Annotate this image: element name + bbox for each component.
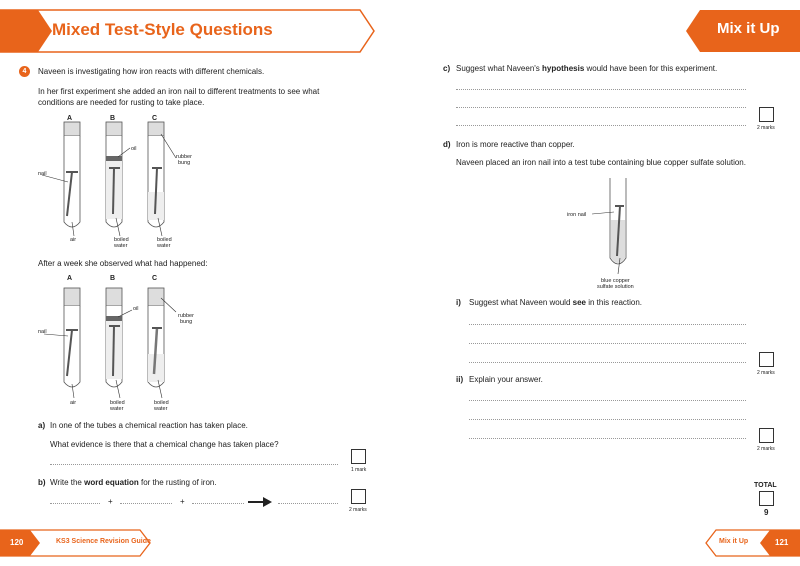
nail-label-2: nail [38,329,47,335]
tube-b-label-2: B [110,275,116,282]
part-d-ii-marks-box[interactable] [759,428,774,443]
part-a-question: What evidence is there that a chemical change has taken place? [50,440,279,449]
tube-diagram-after [30,274,210,414]
part-d-ii-text: Explain your answer. [469,375,543,384]
part-d-ii-marks: 2 marks [757,446,775,452]
part-d-i-marks-box[interactable] [759,352,774,367]
boiled-label-b: boiled [114,237,129,243]
copper-sulfate-tube-diagram [580,176,660,286]
air-label-2: air [70,400,77,406]
boiled-label-c2: boiled [154,400,169,406]
oil-label-2: oil [133,306,139,312]
part-b-reactant-2[interactable] [120,503,172,504]
iron-nail-label: iron nail [567,212,587,218]
total-value: 9 [764,508,769,517]
part-c-answer-line-3[interactable] [456,125,746,126]
air-label: air [70,237,77,243]
part-d-ii-answer-line-3[interactable] [469,438,746,439]
rubber-label-2: rubber [178,313,194,319]
part-d-i-letter: i) [456,298,461,307]
tube-diagram-start [30,110,210,250]
experiment-text-2: conditions are needed for rusting to take place. [38,98,205,107]
part-a-answer-line[interactable] [50,464,338,465]
part-d-i-answer-line-2[interactable] [469,343,746,344]
part-d-letter: d) [443,140,451,149]
part-d-i-answer-line-1[interactable] [469,324,746,325]
part-a-marks: 1 mark [351,467,367,473]
tube-c-label: C [152,115,158,122]
part-c-text: Suggest what Naveen's hypothesis would have been for this experiment. [456,64,718,73]
page-title: Mixed Test-Style Questions [52,20,273,39]
solution-label-2: sulfate solution [597,284,634,290]
part-d-i-marks: 2 marks [757,370,775,376]
plus-sign-2: + [180,497,185,506]
plus-sign-1: + [108,497,113,506]
arrow-icon [248,497,272,507]
part-b-product[interactable] [278,503,338,504]
tube-a-label: A [67,115,73,122]
part-b-reactant-3[interactable] [192,503,244,504]
question-number: 4 [22,68,27,75]
question-intro: Naveen is investigating how iron reacts with different chemicals. [38,67,265,76]
solution-label-1: blue copper [601,278,630,284]
part-d-ii-letter: ii) [456,375,464,384]
part-c-letter: c) [443,64,451,73]
tube-a-label-2: A [67,275,73,282]
part-c-marks-box[interactable] [759,107,774,122]
nail-label: nail [38,171,47,177]
boiled-label-c: boiled [157,237,172,243]
part-d-ii-answer-line-2[interactable] [469,419,746,420]
part-b-text: Write the word equation for the rusting of iron. [50,478,217,487]
section-tab: Mix it Up [717,20,780,37]
experiment-text-1: In her first experiment she added an iron nail to different treatments to see what [38,87,320,96]
question-number-badge [19,66,30,77]
bung-label-2: bung [180,319,193,325]
left-page-number: 120 [10,538,24,547]
water-label-c2: water [154,406,168,412]
rubber-label: rubber [176,154,192,160]
part-d-ii-answer-line-1[interactable] [469,400,746,401]
right-page-number: 121 [775,538,789,547]
water-label-b2: water [110,406,124,412]
part-d-text: Iron is more reactive than copper. [456,140,575,149]
water-label-c: water [157,243,171,249]
part-d-text-2: Naveen placed an iron nail into a test tube containing blue copper sulfate solution. [456,158,746,167]
total-marks-box[interactable] [759,491,774,506]
part-c-answer-line-1[interactable] [456,89,746,90]
part-c-answer-line-2[interactable] [456,107,746,108]
part-d-i-text: Suggest what Naveen would see in this reaction. [469,298,643,307]
part-b-letter: b) [38,478,46,487]
part-b-marks-box[interactable] [351,489,366,504]
part-b-marks: 2 marks [349,507,367,513]
part-d-i-answer-line-3[interactable] [469,362,746,363]
after-week-text: After a week she observed what had happened: [38,259,208,268]
part-b-reactant-1[interactable] [50,503,100,504]
part-a-text: In one of the tubes a chemical reaction has taken place. [50,421,248,430]
part-c-marks: 2 marks [757,125,775,131]
water-label-b: water [114,243,128,249]
oil-label: oil [131,146,137,152]
bung-label: bung [178,160,191,166]
tube-b-label: B [110,115,116,122]
tube-c-label-2: C [152,275,158,282]
part-a-letter: a) [38,421,46,430]
boiled-label-b2: boiled [110,400,125,406]
left-footer-title: KS3 Science Revision Guide [56,538,151,545]
part-a-marks-box[interactable] [351,449,366,464]
total-label: TOTAL [754,482,777,489]
right-footer-title: Mix it Up [719,538,749,545]
